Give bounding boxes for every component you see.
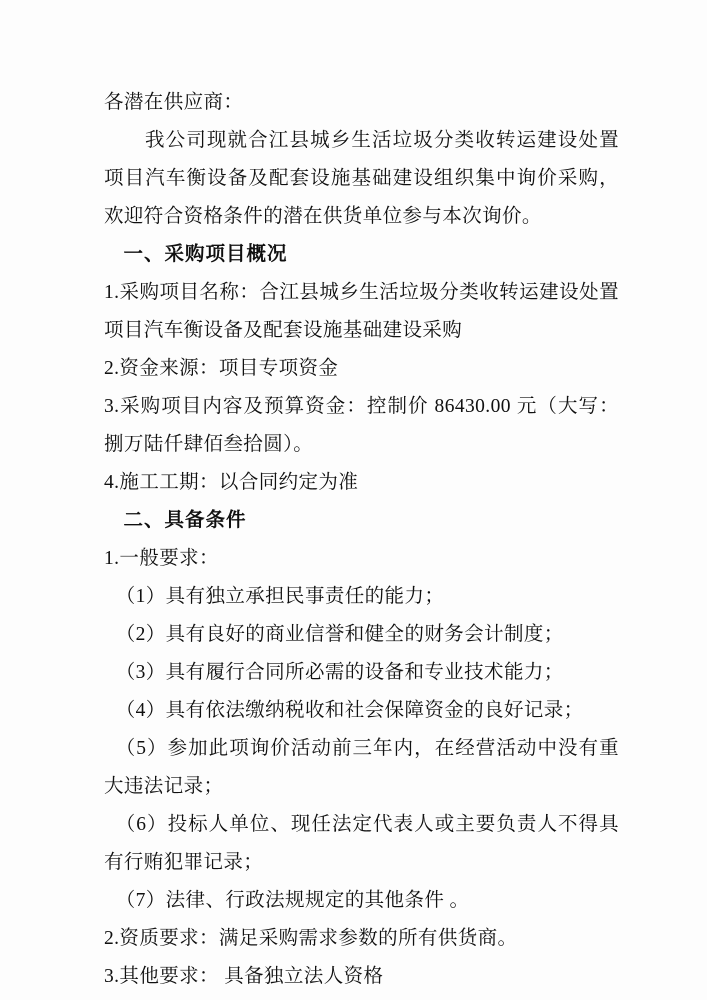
section-one-heading: 一、采购项目概况: [123, 244, 288, 266]
intro-paragraph: 我公司现就合江县城乡生活垃圾分类收转运建设处置项目汽车衡设备及配套设施基础建设组织集中询价采购，欢迎符合资格条件的潜在供货单位参与本次询价。: [104, 130, 619, 228]
section-two-heading: 二、具备条件: [123, 510, 247, 532]
general-requirement-4: （4）具有依法缴纳税收和社会保障资金的良好记录；: [115, 700, 584, 722]
section-one-item-4: 4.施工工期：以合同约定为准: [104, 472, 359, 494]
general-requirements-label: 1.一般要求：: [104, 548, 219, 570]
general-requirement-5: （5）参加此项询价活动前三年内，在经营活动中没有重大违法记录；: [104, 738, 619, 798]
qualification-requirement: 2.资质要求：满足采购需求参数的所有供货商。: [104, 928, 518, 950]
other-requirement: 3.其他要求： 具备独立法人资格: [104, 966, 384, 988]
salutation: 各潜在供应商：: [104, 92, 244, 113]
section-one-item-2: 2.资金来源：项目专项资金: [104, 358, 339, 380]
general-requirement-6: （6）投标人单位、现任法定代表人或主要负责人不得具有行贿犯罪记录；: [104, 814, 619, 874]
general-requirement-7: （7）法律、行政法规规定的其他条件 。: [115, 890, 470, 912]
general-requirement-3: （3）具有履行合同所必需的设备和专业技术能力；: [115, 662, 564, 684]
section-one-item-1: 1.采购项目名称：合江县城乡生活垃圾分类收转运建设处置项目汽车衡设备及配套设施基础建设采购: [104, 282, 619, 342]
section-one-item-3: 3.采购项目内容及预算资金：控制价 86430.00 元（大写： 捌万陆仟肆佰叁拾圆）。: [104, 396, 619, 456]
document-body: [104, 84, 619, 996]
general-requirement-1: （1）具有独立承担民事责任的能力；: [115, 586, 445, 608]
general-requirement-2: （2）具有良好的商业信誉和健全的财务会计制度；: [115, 624, 564, 646]
